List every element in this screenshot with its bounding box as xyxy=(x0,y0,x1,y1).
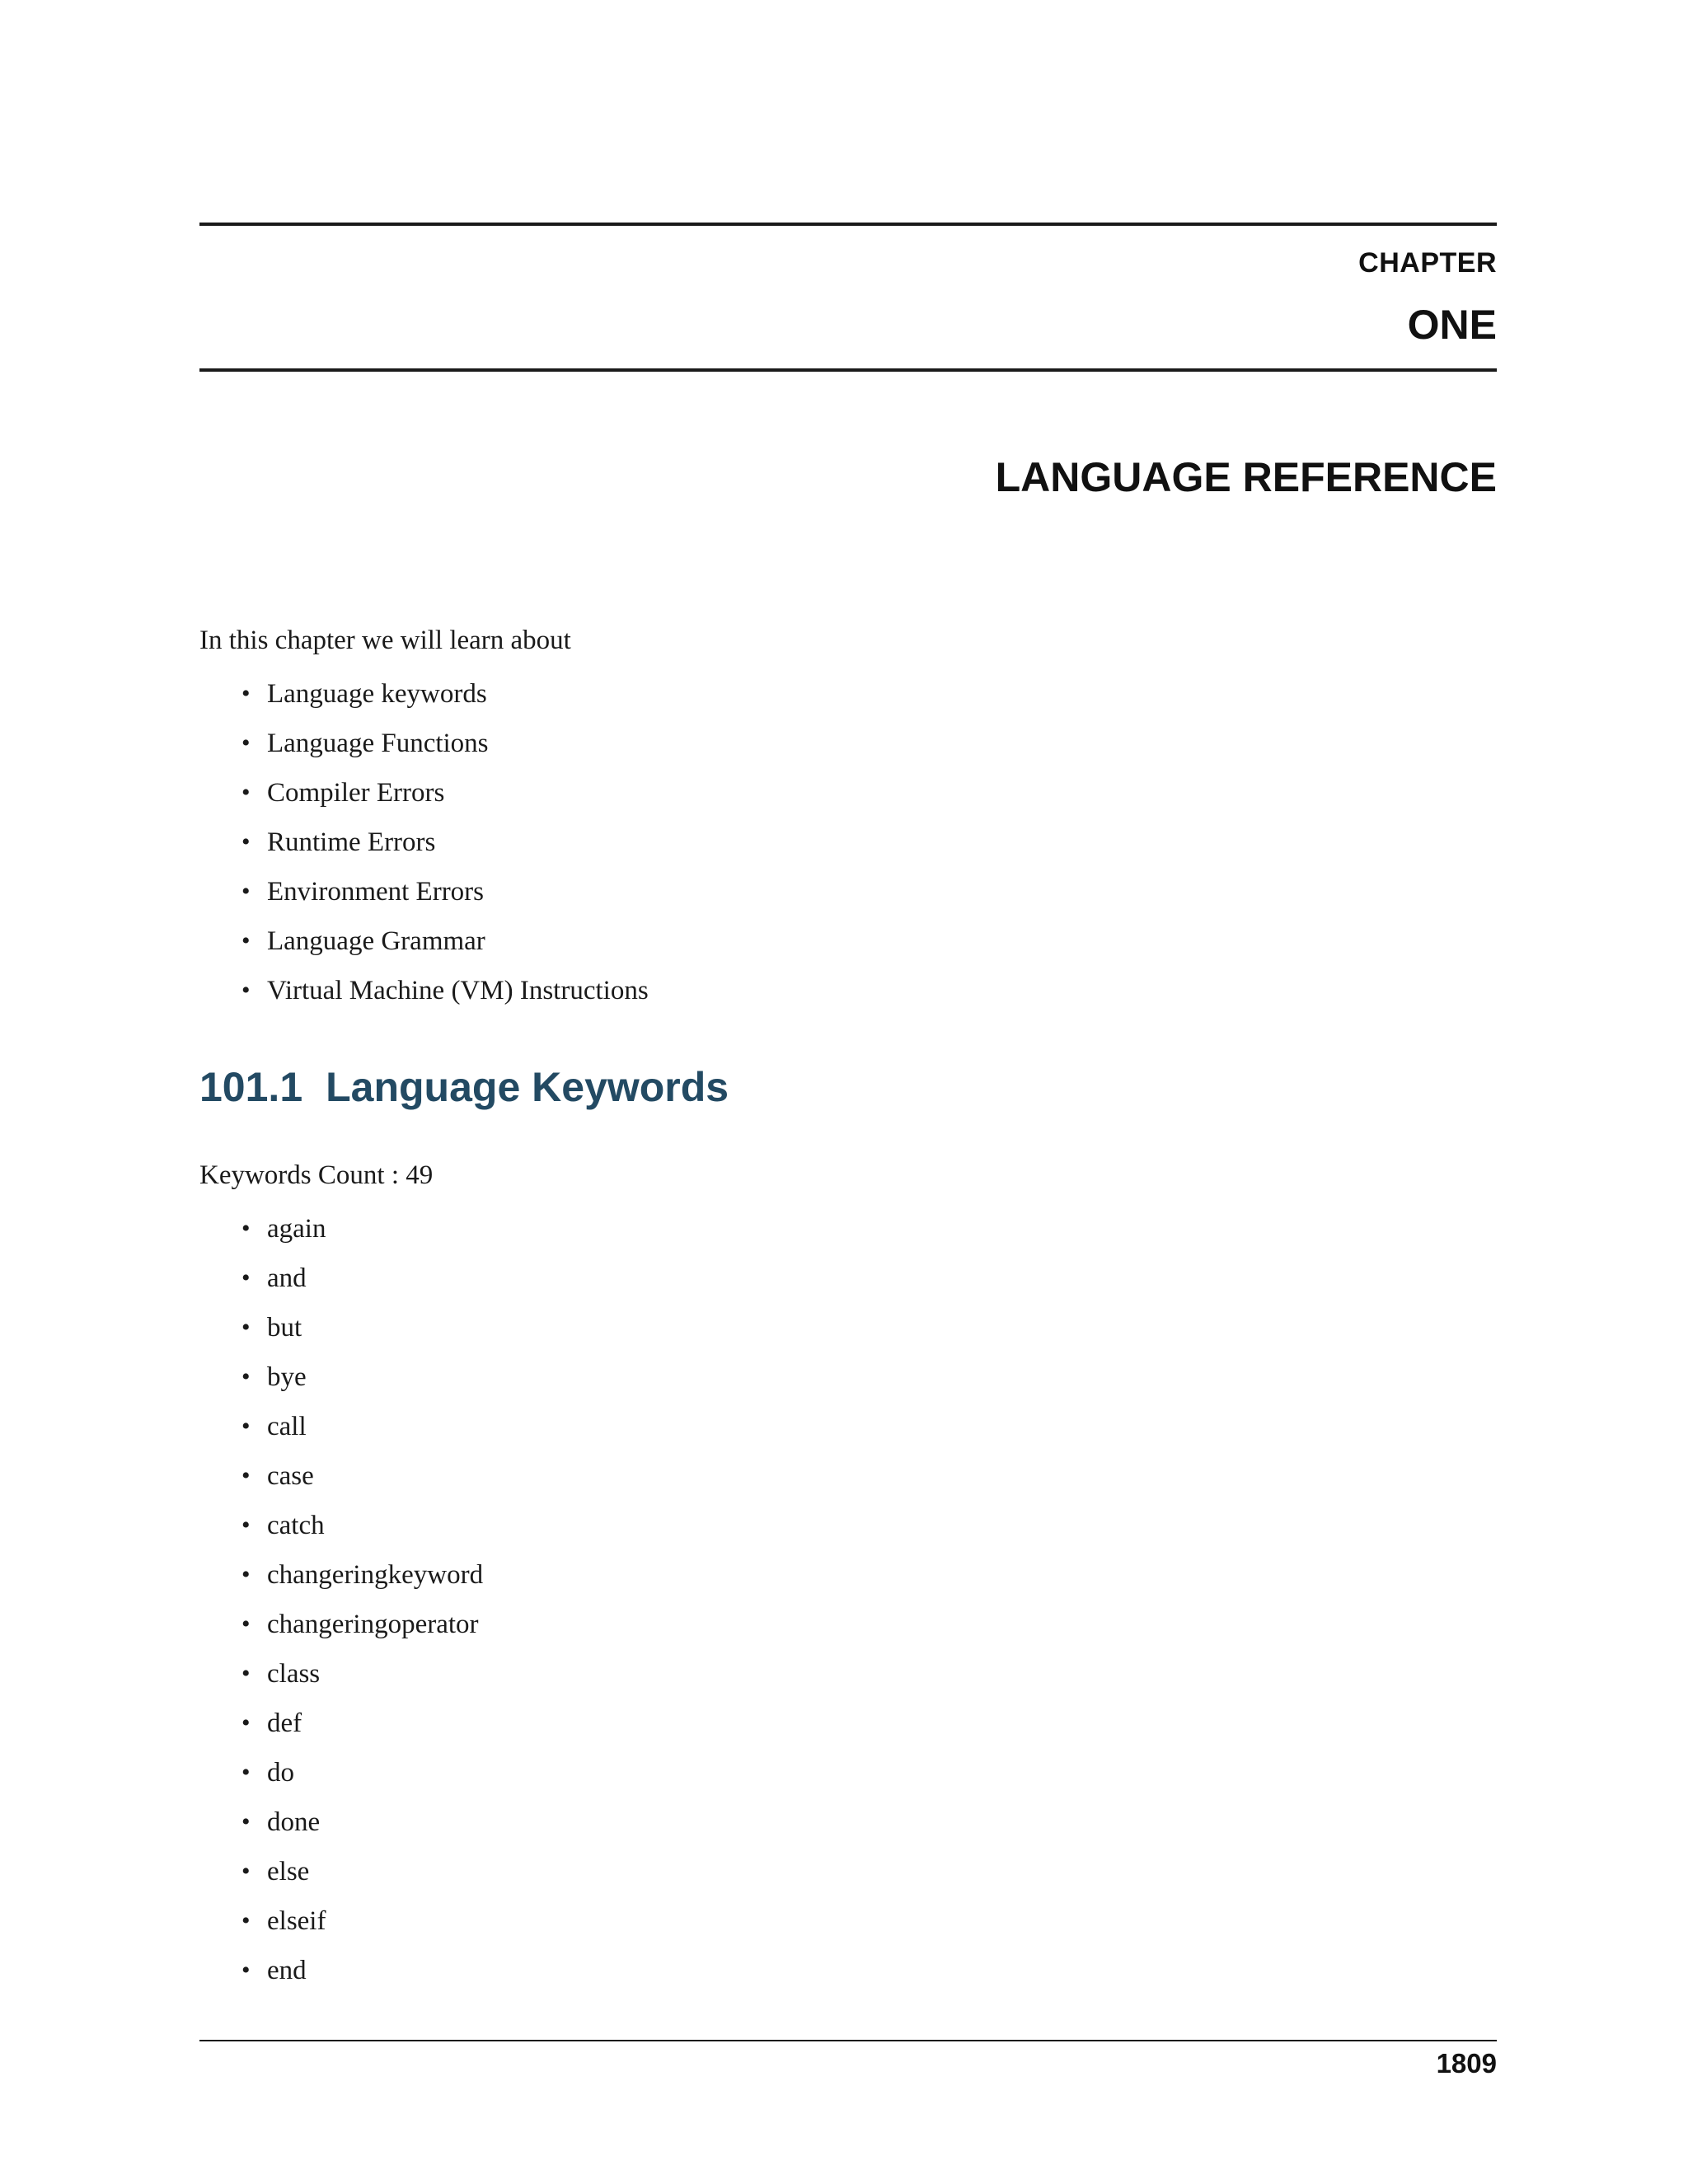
chapter-label: CHAPTER xyxy=(1358,247,1497,279)
bullet-icon: • xyxy=(241,680,251,707)
list-item xyxy=(199,818,649,867)
topic-label: Language Grammar xyxy=(267,926,485,956)
list-item xyxy=(199,669,649,719)
bullet-icon: • xyxy=(241,878,251,905)
keyword-label: done xyxy=(267,1807,321,1837)
list-item xyxy=(199,1699,483,1748)
list-item xyxy=(199,1550,483,1600)
intro-text: In this chapter we will learn about xyxy=(199,626,571,655)
list-item xyxy=(199,719,649,768)
list-item xyxy=(199,1451,483,1501)
keyword-label: class xyxy=(267,1659,321,1689)
bullet-icon: • xyxy=(241,828,251,855)
list-item xyxy=(199,916,649,966)
page-number: 1809 xyxy=(1436,2048,1497,2079)
keyword-label: call xyxy=(267,1412,307,1441)
keyword-label: do xyxy=(267,1758,294,1788)
keyword-label: case xyxy=(267,1461,314,1491)
topic-label: Runtime Errors xyxy=(267,827,436,857)
list-item xyxy=(199,1402,483,1451)
bullet-icon: • xyxy=(241,779,251,806)
keyword-label: elseif xyxy=(267,1906,326,1936)
bullet-icon: • xyxy=(241,1215,251,1242)
bullet-icon: • xyxy=(241,1511,251,1539)
bullet-icon: • xyxy=(241,1610,251,1638)
bullet-icon: • xyxy=(241,1808,251,1835)
bullet-icon: • xyxy=(241,729,251,757)
section-number: 101.1 xyxy=(199,1064,303,1110)
topic-label: Language Functions xyxy=(267,729,489,758)
bullet-icon: • xyxy=(241,1561,251,1588)
bullet-icon: • xyxy=(241,1314,251,1341)
section-title: Language Keywords xyxy=(326,1064,729,1110)
keyword-label: catch xyxy=(267,1511,325,1540)
list-item xyxy=(199,1649,483,1699)
list-item xyxy=(199,1847,483,1896)
list-item xyxy=(199,768,649,818)
bullet-icon: • xyxy=(241,1907,251,1934)
bullet-icon: • xyxy=(241,1759,251,1786)
bullet-icon: • xyxy=(241,1660,251,1687)
topic-label: Environment Errors xyxy=(267,877,485,907)
list-item xyxy=(199,1352,483,1402)
keyword-label: else xyxy=(267,1857,310,1886)
list-item xyxy=(199,1946,483,1995)
keyword-label: and xyxy=(267,1263,307,1293)
keyword-label: but xyxy=(267,1313,302,1343)
keyword-label: changeringkeyword xyxy=(267,1560,484,1590)
list-item xyxy=(199,1501,483,1550)
chapter-number: ONE xyxy=(1407,302,1497,348)
keyword-label: end xyxy=(267,1956,307,1985)
chapter-title: LANGUAGE REFERENCE xyxy=(995,454,1497,500)
bullet-icon: • xyxy=(241,1462,251,1489)
section-heading xyxy=(199,1063,729,1111)
list-item xyxy=(199,1303,483,1352)
keywords-list xyxy=(199,1204,483,1995)
bullet-icon: • xyxy=(241,1363,251,1390)
chapter-top-rule xyxy=(199,223,1497,226)
bullet-icon: • xyxy=(241,1709,251,1736)
topics-list xyxy=(199,669,649,1015)
keyword-label: changeringoperator xyxy=(267,1610,479,1639)
bullet-icon: • xyxy=(241,1413,251,1440)
list-item xyxy=(199,1797,483,1847)
list-item xyxy=(199,966,649,1015)
list-item xyxy=(199,1600,483,1649)
bullet-icon: • xyxy=(241,1957,251,1984)
list-item xyxy=(199,1896,483,1946)
list-item xyxy=(199,867,649,916)
keyword-label: bye xyxy=(267,1362,307,1392)
topic-label: Compiler Errors xyxy=(267,778,445,808)
chapter-bottom-rule xyxy=(199,368,1497,372)
topic-label: Language keywords xyxy=(267,679,487,709)
bullet-icon: • xyxy=(241,977,251,1004)
list-item xyxy=(199,1204,483,1254)
list-item xyxy=(199,1254,483,1303)
footer-rule xyxy=(199,2040,1497,2041)
keyword-label: def xyxy=(267,1708,302,1738)
list-item xyxy=(199,1748,483,1797)
bullet-icon: • xyxy=(241,1858,251,1885)
topic-label: Virtual Machine (VM) Instructions xyxy=(267,976,649,1005)
keyword-label: again xyxy=(267,1214,326,1244)
bullet-icon: • xyxy=(241,927,251,954)
keywords-count: Keywords Count : 49 xyxy=(199,1160,434,1190)
bullet-icon: • xyxy=(241,1264,251,1291)
